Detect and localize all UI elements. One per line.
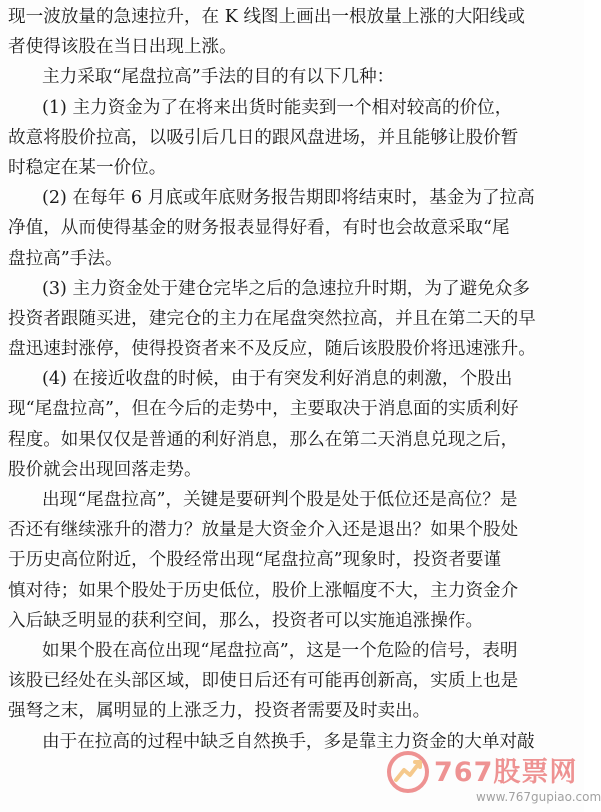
- text-line: 入后缺乏明显的获利空间，那么，投资者可以实施追涨操作。: [8, 610, 484, 631]
- text-line: 于历史高位附近，个股经常出现“尾盘拉高”现象时，投资者要谨: [8, 550, 502, 571]
- watermark: [384, 746, 601, 810]
- watermark-title: 767股票网: [434, 757, 578, 788]
- text-line: 现“尾盘拉高”，但在今后的走势中，主要取决于消息面的实质利好: [8, 399, 519, 420]
- text-body: [8, 2, 576, 757]
- text-line: 盘拉高”手法。: [8, 248, 123, 269]
- text-line: 否还有继续涨升的潜力？放量是大资金介入还是退出？如果个股处: [8, 520, 519, 541]
- text-line: 慎对待；如果个股处于历史低位，股价上涨幅度不大，主力资金介: [8, 580, 519, 601]
- text-line: 者使得该股在当日出现上涨。: [8, 37, 237, 58]
- text-line: (4) 在接近收盘的时候，由于有突发利好消息的刺激，个股出: [42, 369, 513, 390]
- text-line: 故意将股价拉高，以吸引后几日的跟风盘进场，并且能够让股价暂: [8, 127, 519, 148]
- text-line: 现一波放量的急速拉升，在 K 线图上画出一根放量上涨的大阳线或: [8, 7, 525, 27]
- text-line: 强弩之末，属明显的上涨乏力，投资者需要及时卖出。: [8, 701, 431, 722]
- text-line: 出现“尾盘拉高”，关键是要研判个股是处于低位还是高位？是: [42, 490, 518, 510]
- text-line: (2) 在每年 6 月底或年底财务报告期即将结束时，基金为了拉高: [42, 188, 535, 209]
- text-line: 净值，从而使得基金的财务报表显得好看，有时也会故意采取“尾: [8, 218, 510, 239]
- text-line: 程度。如果仅仅是普通的利好消息，那么在第二天消息兑现之后，: [8, 429, 519, 450]
- text-line: 该股已经处在头部区域，即使日后还有可能再创新高，实质上也是: [8, 671, 519, 692]
- text-line: 如果个股在高位出现“尾盘拉高”，这是一个危险的信号，表明: [42, 640, 518, 661]
- text-line: (3) 主力资金处于建仓完毕之后的急速拉升时期，为了避免众多: [42, 278, 530, 299]
- logo-icon: [386, 750, 430, 794]
- watermark-url: www.767gupiao.com: [476, 790, 601, 804]
- text-line: (1) 主力资金为了在将来出货时能卖到一个相对较高的价位，: [42, 97, 513, 118]
- text-line: 股价就会出现回落走势。: [8, 459, 202, 480]
- text-line: 主力采取“尾盘拉高”手法的目的有以下几种：: [42, 67, 395, 88]
- text-line: 时稳定在某一价位。: [8, 157, 167, 178]
- text-line: 盘迅速封涨停，使得投资者来不及反应，随后该股股价将迅速涨升。: [8, 339, 536, 360]
- text-line: 由于在拉高的过程中缺乏自然换手，多是靠主力资金的大单对敲: [42, 731, 535, 752]
- text-line: 投资者跟随买进，建完仓的主力在尾盘突然拉高，并且在第二天的早: [8, 308, 536, 329]
